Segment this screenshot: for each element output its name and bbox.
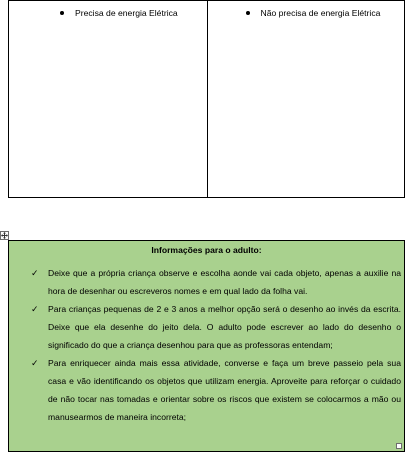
- bullet-icon: [246, 11, 250, 15]
- energy-classification-table: [8, 0, 405, 198]
- adult-info-box[interactable]: [8, 240, 405, 452]
- bullet-item-no-energy: [246, 8, 405, 18]
- needs-energy-label: Precisa de energia Elétrica: [75, 8, 178, 18]
- checkmark-icon: ✓: [31, 268, 39, 278]
- four-arrows-move-icon: [1, 232, 8, 239]
- bullet-icon: [60, 11, 64, 15]
- table-cell-no-energy[interactable]: [207, 1, 405, 197]
- table-cell-needs-energy[interactable]: [9, 1, 207, 197]
- table-resize-handle[interactable]: [396, 443, 402, 449]
- info-item-text: Deixe que a própria criança observe e escolha aonde vai cada objeto, apenas a auxilie na hora de desenhar ou escreveros nomes e em qual lado da folha vai.: [48, 268, 401, 296]
- checkmark-icon: ✓: [31, 358, 39, 368]
- bullet-item-needs-energy: [60, 8, 207, 18]
- info-item-text: Para enriquecer ainda mais essa atividade, converse e faça um breve passeio pela sua casa e vão identificando os objetos que utilizam energia. Aproveite para reforçar o cuidado de não tocar nas tomadas e orientar sobre os riscos que existem se colocarmos a mão ou manusearmos de maneira incorreta;: [48, 358, 401, 422]
- checkmark-icon: ✓: [31, 304, 39, 314]
- table-move-handle-icon[interactable]: [0, 231, 9, 240]
- info-title: Informações para o adulto:: [151, 245, 262, 255]
- no-energy-label: Não precisa de energia Elétrica: [260, 8, 381, 18]
- info-item-text: Para crianças pequenas de 2 e 3 anos a melhor opção será o desenho ao invés da escrita. Deixe que ela desenhe do jeito dela. O adulto pode escrever ao lado do desenho o significado do que a criança desenhou para que as professoras entendam;: [48, 304, 401, 350]
